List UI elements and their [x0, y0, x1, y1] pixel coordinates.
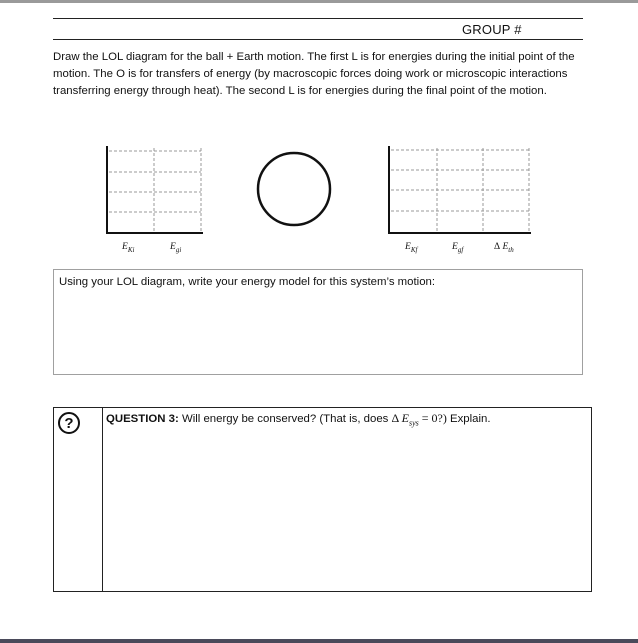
- label-gravitational-initial: [170, 242, 181, 254]
- energy-transfer-circle: [258, 153, 330, 225]
- label-subscript: gi: [175, 245, 182, 254]
- label-base: E: [170, 242, 176, 252]
- final-energy-chart: [388, 146, 531, 234]
- question-mark-icon: ?: [58, 412, 80, 434]
- energy-model-box[interactable]: [53, 269, 583, 375]
- label-kinetic-final: [405, 242, 417, 254]
- label-base: E: [122, 242, 128, 252]
- label-delta: Δ: [494, 242, 501, 252]
- label-base: E: [502, 242, 509, 252]
- label-base: E: [405, 242, 411, 252]
- label-kinetic-initial: [122, 242, 134, 254]
- question-icon-divider: [102, 408, 103, 591]
- question3-text: [106, 411, 491, 427]
- question3-prompt: Will energy be conserved? (That is, does: [181, 413, 389, 425]
- label-subscript: Kf: [410, 245, 418, 254]
- math-delta: Δ: [391, 411, 399, 425]
- question3-math: [391, 411, 447, 428]
- question3-explain: Explain.: [450, 413, 491, 425]
- question3-number: QUESTION 3:: [106, 413, 179, 425]
- lol-diagram: [0, 0, 638, 270]
- question3-box[interactable]: [53, 407, 592, 592]
- instructions-text: Draw the LOL diagram for the ball + Earth motion. The first L is for energies during the initial point of the motion. The O is for transfers of energy (by macroscopic forces doing work or microscopic interactions transferring energy through heat). The second L is for energies during the final point of the motion.: [53, 51, 575, 97]
- initial-energy-chart: [106, 146, 203, 234]
- math-sub: sys: [408, 418, 419, 428]
- bottom-border: [0, 639, 638, 643]
- math-var: E: [401, 411, 409, 425]
- label-subscript: th: [508, 245, 514, 254]
- label-subscript: Ki: [127, 245, 135, 254]
- label-subscript: gf: [457, 245, 464, 254]
- label-thermal-change: [494, 242, 514, 254]
- label-base: E: [452, 242, 458, 252]
- math-equals: = 0?): [421, 411, 447, 425]
- label-gravitational-final: [452, 242, 463, 254]
- energy-model-prompt: Using your LOL diagram, write your energy model for this system’s motion:: [59, 276, 436, 288]
- group-label: GROUP #: [462, 22, 522, 37]
